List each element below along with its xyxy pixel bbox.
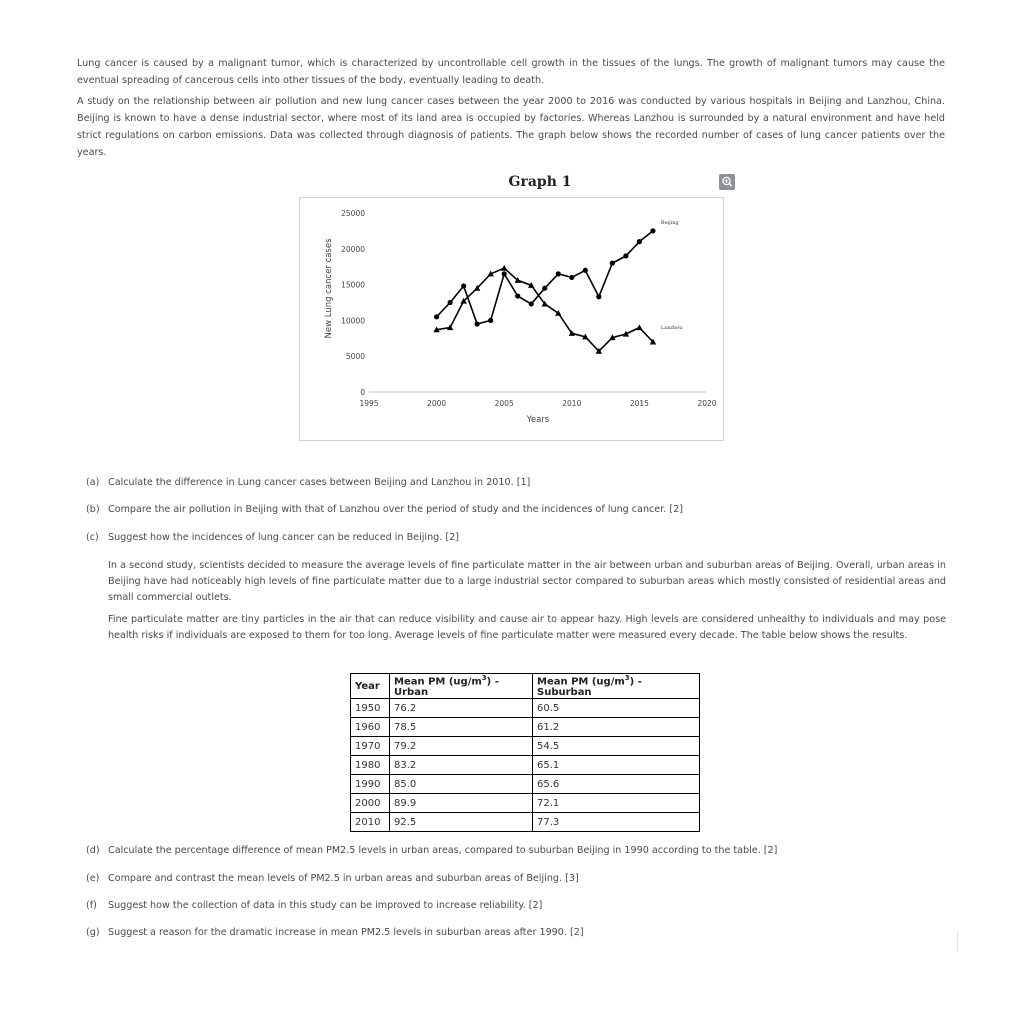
cell-year: 1980 [351,756,390,775]
data-point-beijing [475,321,480,326]
data-point-beijing [515,293,520,298]
question-b [86,503,683,517]
question-label: (d) [86,845,100,856]
header-year: Year [351,674,390,699]
series-label: Beijing [660,219,679,226]
intro-paragraph-2: A study on the relationship between air pollution and new lung cancer cases between the year 2000 to 2016 was conducted by various hospitals in Beijing and Lanzhou, China. Beijing is known to have a dense industrial sector, where most of its land area is occupied by factories. Whereas Lanzhou is surrounded by a natural environment and have held strict regulations on carbon emissions. Data was collected through diagnosis of patients. The graph below shows the recorded number of cases of lung cancer patients over the years. [77,96,945,158]
table-row [351,699,700,718]
question-d [86,844,777,858]
y-tick-label: 10000 [341,316,365,326]
table-row [351,794,700,813]
cell-year: 2000 [351,794,390,813]
divider [957,930,958,952]
cell-suburban: 60.5 [533,699,700,718]
cell-year: 1950 [351,699,390,718]
table-row [351,813,700,832]
question-text: Calculate the percentage difference of mean PM2.5 levels in urban areas, compared to suburban Beijing in 1990 according to the table. [2] [108,845,778,856]
x-tick-label: 2020 [697,399,717,408]
table-row [351,718,700,737]
question-label: (b) [86,504,100,515]
cell-suburban: 72.1 [533,794,700,813]
cell-year: 2010 [351,813,390,832]
table-row [351,775,700,794]
y-tick-label: 15000 [341,280,365,290]
data-point-beijing [583,268,588,273]
data-point-lanzhou [501,265,507,271]
header-suburban: Mean PM $(ug/m^3)$ - Suburban [533,674,700,699]
x-tick-label: 1995 [359,399,379,408]
data-point-beijing [502,271,507,276]
question-a [86,476,530,490]
y-tick-label: 25000 [341,209,365,218]
header-urban: Mean PM $(ug/m^3)$ - Urban [390,674,533,699]
data-point-beijing [434,314,439,319]
question-c [86,531,459,545]
question-text: Compare and contrast the mean levels of PM2.5 in urban areas and suburban areas of Beijing. [3] [108,873,579,884]
study2-paragraph-2: Fine particulate matter are tiny particles in the air that can reduce visibility and cause air to appear hazy. High levels are considered unhealthy to individuals and may pose health risks if individuals are exposed to them for too long. Average levels of fine particulate matter were measured every decade. The table below shows the results. [108,614,946,641]
intro-paragraph-1: Lung cancer is caused by a malignant tumor, which is characterized by uncontrollable cell growth in the tissues of the lungs. The growth of malignant tumors may cause the eventual spreading of cancerous cells into other tissues of the body, eventually leading to death. [77,58,945,86]
question-label: (e) [86,873,100,884]
series-label: Lanzhou [660,324,683,331]
series-line-beijing [437,231,653,324]
question-text: Suggest how the collection of data in this study can be improved to increase reliability. [2] [108,900,543,911]
data-point-beijing [542,286,547,291]
data-point-beijing [488,318,493,323]
question-text: Suggest a reason for the dramatic increase in mean PM2.5 levels in suburban areas after 1990. [2] [108,927,584,938]
cell-suburban: 65.6 [533,775,700,794]
x-tick-label: 2015 [629,399,649,408]
y-axis-label: New Lung cancer cases [324,238,334,339]
question-label: (g) [86,927,100,938]
zoom-in-button[interactable] [719,174,735,190]
x-axis-label: Years [526,415,550,425]
x-tick-label: 2000 [427,399,447,408]
data-point-lanzhou [636,324,642,330]
data-point-beijing [448,300,453,305]
line-chart [300,198,723,440]
question-text: Calculate the difference in Lung cancer cases between Beijing and Lanzhou in 2010. [1] [108,477,531,488]
data-point-beijing [637,239,642,244]
table-row [351,737,700,756]
y-tick-label: 5000 [345,352,365,362]
table-header-row [351,674,700,699]
zoom-in-icon [719,174,735,190]
question-text: Compare the air pollution in Beijing with that of Lanzhou over the period of study and the incidences of lung cancer. [2] [108,504,683,515]
data-point-beijing [529,301,534,306]
series-line-lanzhou [437,268,653,351]
x-tick-label: 2010 [562,399,582,408]
cell-suburban: 54.5 [533,737,700,756]
data-point-beijing [461,283,466,288]
cell-suburban: 77.3 [533,813,700,832]
y-tick-label: 0 [360,388,365,397]
question-label: (c) [86,532,99,543]
question-label: (f) [86,900,97,911]
data-point-beijing [556,271,561,276]
cell-urban: 78.5 [390,718,533,737]
question-g [86,926,584,940]
study2-paragraph-1: In a second study, scientists decided to measure the average levels of fine particulate matter in the air between urban and suburban areas of Beijing. Overall, urban areas in Beijing have had noticeably high levels of fine particulate matter due to a large industrial sector compared to suburban areas which mostly consisted of residential areas and small commercial outlets. [108,560,946,603]
data-point-beijing [610,261,615,266]
cell-urban: 79.2 [390,737,533,756]
cell-urban: 92.5 [390,813,533,832]
cell-urban: 83.2 [390,756,533,775]
question-label: (a) [86,477,100,488]
cell-urban: 76.2 [390,699,533,718]
cell-suburban: 65.1 [533,756,700,775]
question-e [86,872,579,886]
data-point-beijing [596,294,601,299]
table-row [351,756,700,775]
y-tick-label: 20000 [341,244,365,254]
cell-year: 1990 [351,775,390,794]
cell-urban: 85.0 [390,775,533,794]
data-point-beijing [623,253,628,258]
x-tick-label: 2005 [494,399,514,408]
graph-title: Graph 1 [508,174,572,190]
data-point-beijing [650,228,655,233]
question-text: Suggest how the incidences of lung cancer can be reduced in Beijing. [2] [108,532,459,543]
data-point-beijing [569,275,574,280]
pm-table [350,673,700,832]
chart-container [299,197,724,441]
cell-suburban: 61.2 [533,718,700,737]
cell-year: 1970 [351,737,390,756]
question-f [86,899,542,913]
cell-urban: 89.9 [390,794,533,813]
cell-year: 1960 [351,718,390,737]
